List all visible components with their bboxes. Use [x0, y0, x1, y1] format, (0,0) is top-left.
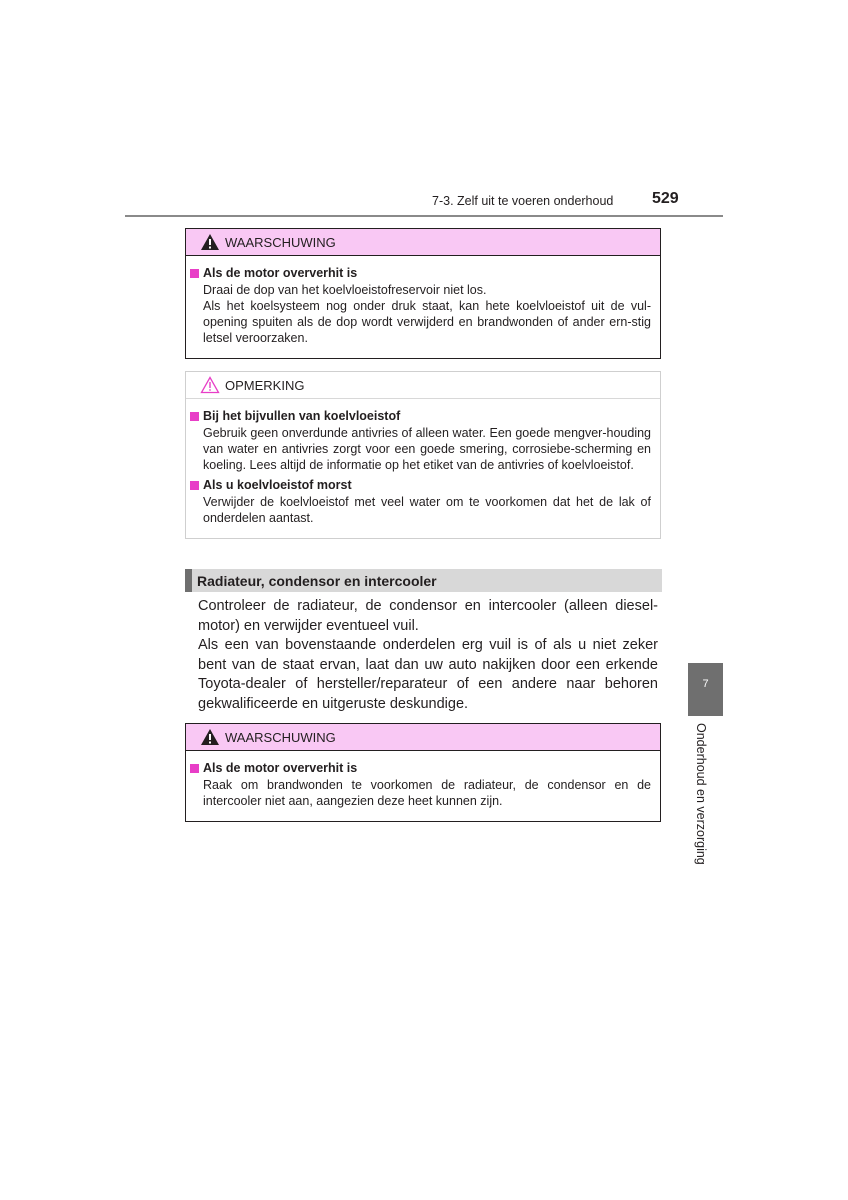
section-title: 7-3. Zelf uit te voeren onderhoud — [432, 194, 614, 208]
warning-box-radiator — [185, 723, 661, 822]
warning-box-overheat-cap — [185, 228, 661, 359]
warning-item — [190, 266, 651, 346]
warning-header — [186, 229, 660, 256]
notice-item — [190, 409, 651, 473]
item-text-line: Als het koelsysteem nog onder druk staat, kan hete koelvloeistof uit de vul-opening spuiten als de dop wordt verwijderd en brandwonden of ander ern-stig letsel veroorzaken. — [203, 299, 651, 345]
item-title: Als de motor oververhit is — [203, 761, 358, 775]
item-text-line: Draai de dop van het koelvloeistofreservoir niet los. — [203, 283, 487, 297]
bullet-square-icon — [190, 412, 199, 421]
notice-label: OPMERKING — [225, 377, 305, 393]
item-text — [190, 282, 651, 346]
notice-box — [185, 371, 661, 539]
item-text: Verwijder de koelvloeistof met veel water om te voorkomen dat het de lak of onderdelen aantast. — [203, 495, 651, 525]
warning-label: WAARSCHUWING — [225, 729, 336, 745]
item-text: Raak om brandwonden te voorkomen de radiateur, de condensor en de intercooler niet aan, aangezien deze heet kunnen zijn. — [203, 778, 651, 808]
notice-header — [186, 372, 660, 399]
warning-item — [190, 761, 651, 809]
chapter-number: 7 — [702, 678, 709, 690]
warning-header — [186, 724, 660, 751]
item-title: Bij het bijvullen van koelvloeistof — [203, 409, 401, 423]
chapter-title: Onderhoud en verzorging — [694, 723, 708, 865]
body-paragraph: Als een van bovenstaande onderdelen erg vuil is of als u niet zeker bent van de staat ervan, laat dan uw auto nakijken door een erkende Toyota-dealer of hersteller/reparateur of een andere naar behoren gekwalificeerde en uitgeruste deskundige. — [198, 637, 658, 712]
item-title: Als de motor oververhit is — [203, 266, 358, 280]
header-rule — [125, 215, 723, 217]
chapter-tab — [688, 663, 723, 716]
section-heading-text: Radiateur, condensor en intercooler — [197, 572, 437, 589]
warning-label: WAARSCHUWING — [225, 234, 336, 250]
warning-triangle-icon — [200, 728, 220, 746]
bullet-square-icon — [190, 764, 199, 773]
warning-triangle-icon — [200, 233, 220, 251]
item-text: Gebruik geen onverdunde antivries of alleen water. Een goede mengver-houding van water en antivries zorgt voor een goede smering, corrosiebe-scherming en koeling. Lees altijd de informatie op het etiket van de antivries of koelvloeistof. — [203, 426, 651, 472]
section-heading — [185, 569, 662, 592]
page-number: 529 — [652, 190, 679, 207]
bullet-square-icon — [190, 269, 199, 278]
caution-triangle-icon — [200, 376, 220, 394]
item-title: Als u koelvloeistof morst — [203, 478, 352, 492]
section-body — [198, 597, 658, 714]
bullet-square-icon — [190, 481, 199, 490]
notice-item — [190, 478, 651, 526]
body-paragraph: Controleer de radiateur, de condensor en intercooler (alleen diesel-motor) en verwijder eventueel vuil. — [198, 598, 658, 634]
